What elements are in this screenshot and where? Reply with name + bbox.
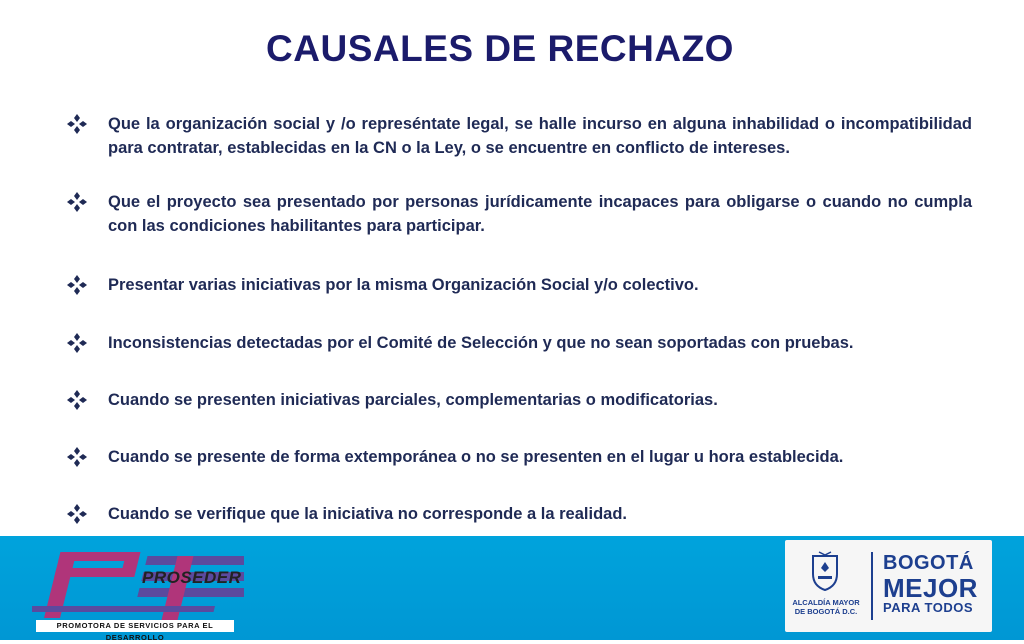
alcaldia-line-1: ALCALDÍA MAYOR (792, 598, 860, 607)
list-item (66, 331, 972, 355)
proseder-tagline: PROMOTORA DE SERVICIOS PARA EL DESARROLLO (36, 620, 234, 632)
bogota-mejor-wordmark (883, 550, 978, 616)
coat-of-arms-icon (809, 550, 841, 592)
bogota-line-2: MEJOR (883, 573, 978, 603)
bogota-line-1: BOGOTÁ (883, 552, 974, 574)
list-item (66, 502, 972, 526)
bullet-text: Inconsistencias detectadas por el Comité de Selección y que no sean soportadas con pruebas. (108, 334, 854, 352)
diamond-bullet-icon (66, 191, 88, 213)
list-item (66, 112, 972, 160)
list-item (66, 388, 972, 412)
diamond-bullet-icon (66, 332, 88, 354)
diamond-bullet-icon (66, 113, 88, 135)
bogota-line-3: PARA TODOS (883, 600, 973, 615)
diamond-bullet-icon (66, 389, 88, 411)
bullet-text: Presentar varias iniciativas por la misma Organización Social y/o colectivo. (108, 276, 699, 294)
bullet-text: Cuando se presente de forma extemporánea o no se presenten en el lugar u hora establecida. (108, 448, 844, 466)
slide-title: CAUSALES DE RECHAZO (266, 28, 734, 69)
list-item (66, 190, 972, 238)
logo-divider (871, 552, 873, 620)
alcaldia-line-2: DE BOGOTÁ D.C. (794, 607, 858, 616)
proseder-name: PROSEDER (142, 568, 242, 587)
diamond-bullet-icon (66, 274, 88, 296)
diamond-bullet-icon (66, 446, 88, 468)
bullet-text: Que la organización social y /o represéntate legal, se halle incurso en alguna inhabilidad o incompatibilidad para contratar, establecidas en la CN o la Ley, o se encuentre en conflicto de intereses. (108, 115, 972, 157)
bullet-text: Que el proyecto sea presentado por personas jurídicamente incapaces para obligarse o cuando no cumpla con las condiciones habilitantes para participar. (108, 193, 972, 235)
bogota-logo (785, 540, 992, 632)
bullet-text: Cuando se presenten iniciativas parciales, complementarias o modificatorias. (108, 391, 718, 409)
bullet-text: Cuando se verifique que la iniciativa no corresponde a la realidad. (108, 505, 627, 523)
alcaldia-label (791, 598, 861, 616)
list-item (66, 273, 972, 297)
list-item (66, 445, 972, 469)
diamond-bullet-icon (66, 503, 88, 525)
